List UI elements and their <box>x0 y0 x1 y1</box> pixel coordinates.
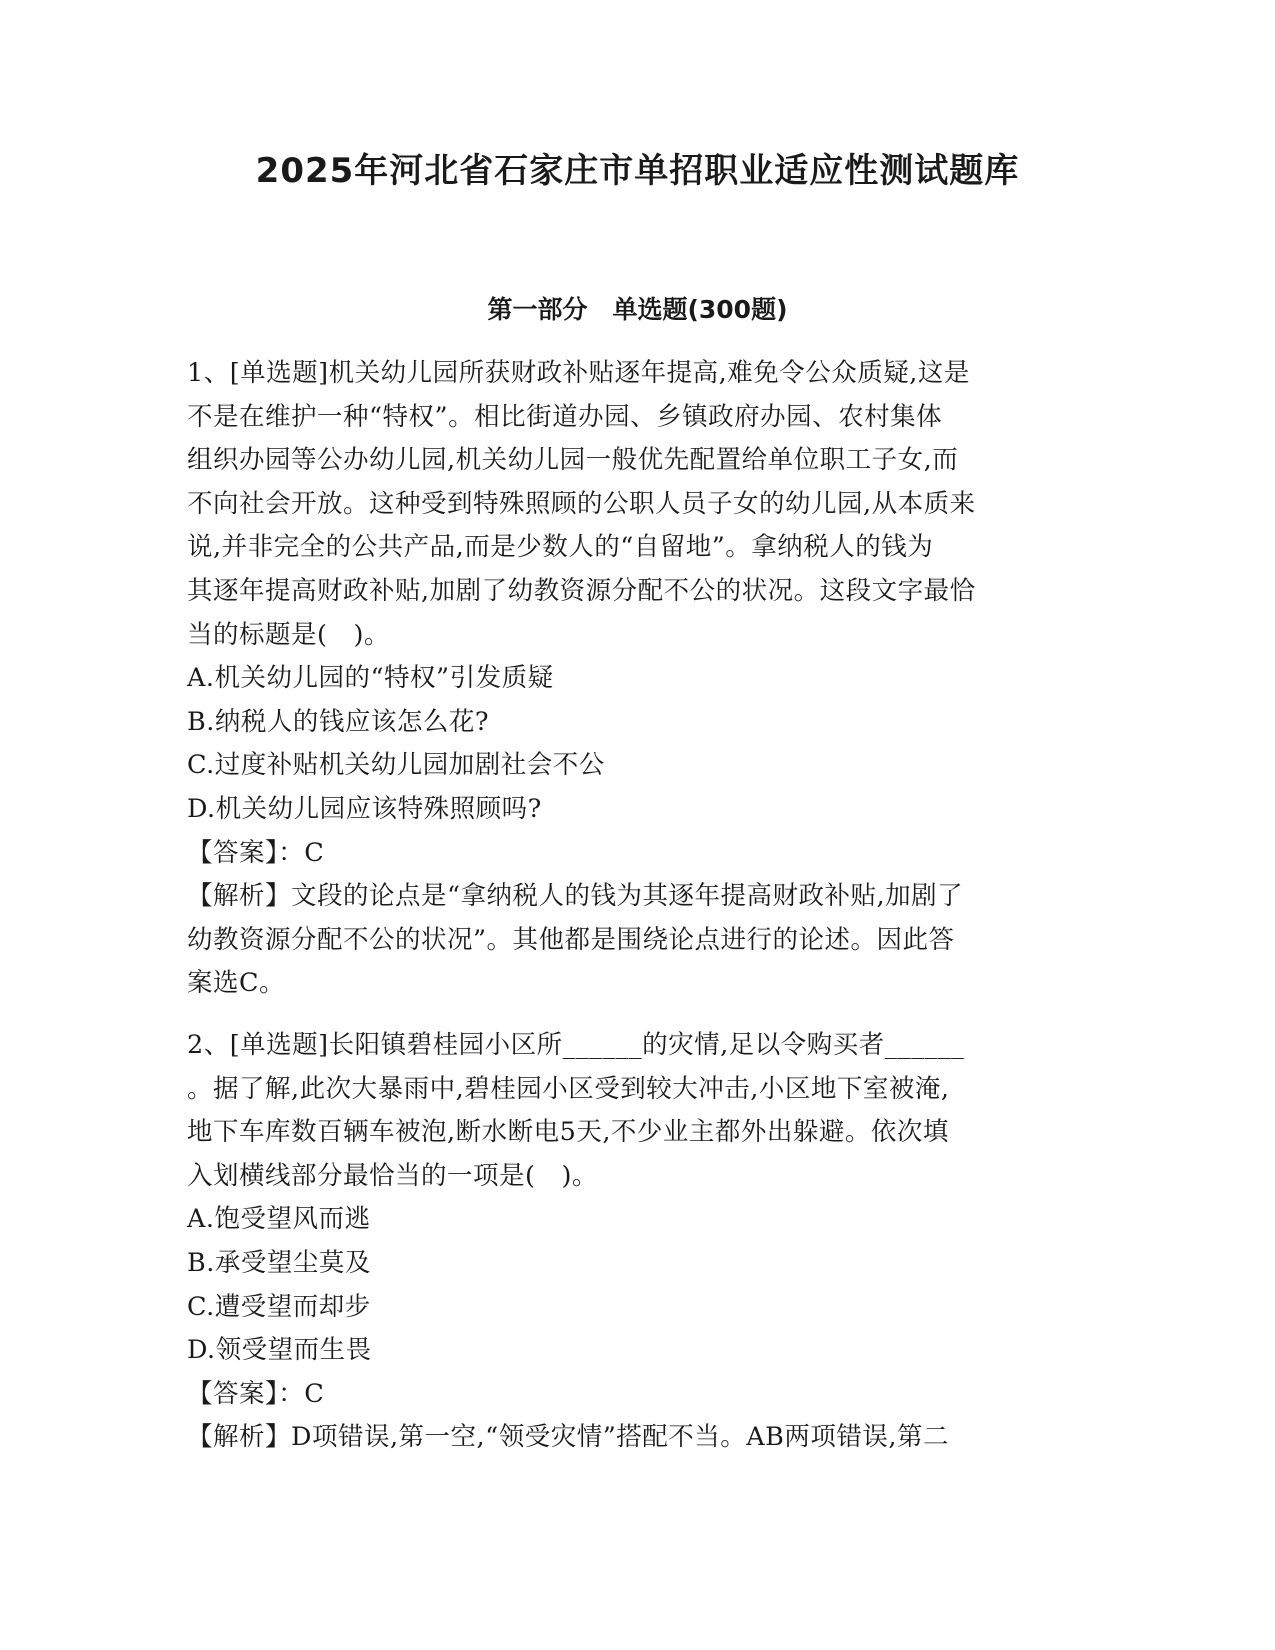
stem-line: 1、[单选题]机关幼儿园所获财政补贴逐年提高,难免令公众质疑,这是 <box>187 358 970 388</box>
option-b: B.纳税人的钱应该怎么花? <box>187 706 490 737</box>
question-2-answer: 【答案】：C <box>187 1378 325 1409</box>
question-1-answer: 【答案】：C <box>187 837 325 868</box>
section-title: 第一部分 单选题(300题) <box>487 295 788 324</box>
question-1 <box>187 352 1092 1006</box>
analysis-line: 案选C。 <box>187 968 286 999</box>
option-c: C.过度补贴机关幼儿园加剧社会不公 <box>187 750 605 781</box>
stem-line: 当的标题是( )。 <box>187 619 390 650</box>
stem-line: 地下车库数百辆车被泡,断水断电5天,不少业主都外出躲避。依次填 <box>187 1117 949 1148</box>
stem-line: 不是在维护一种“特权”。相比街道办园、乡镇政府办园、农村集体 <box>187 401 943 432</box>
stem-line: 入划横线部分最恰当的一项是( )。 <box>187 1160 598 1191</box>
question-2-analysis <box>187 1416 1092 1460</box>
analysis-line: 幼教资源分配不公的状况”。其他都是围绕论点进行的论述。因此答 <box>187 924 955 955</box>
option-c: C.遭受望而却步 <box>187 1291 371 1322</box>
question-1-analysis <box>187 875 1092 1006</box>
analysis-line: 【解析】D项错误,第一空,“领受灾情”搭配不当。AB两项错误,第二 <box>187 1422 949 1453</box>
stem-line: 说,并非完全的公共产品,而是少数人的“自留地”。拿纳税人的钱为 <box>187 532 934 563</box>
option-d: D.领受望而生畏 <box>187 1335 372 1366</box>
question-2-options <box>187 1198 1092 1372</box>
stem-line: 不向社会开放。这种受到特殊照顾的公职人员子女的幼儿园,从本质来 <box>187 488 976 519</box>
option-a: A.机关幼儿园的“特权”引发质疑 <box>187 663 554 694</box>
question-1-options <box>187 657 1092 831</box>
question-1-stem <box>187 352 1092 657</box>
document-title: 2025年河北省石家庄市单招职业适应性测试题库 <box>255 151 1020 191</box>
stem-line: 2、[单选题]长阳镇碧桂园小区所______的灾情,足以令购买者______ <box>187 1030 965 1060</box>
question-2 <box>187 1024 1092 1460</box>
option-d: D.机关幼儿园应该特殊照顾吗? <box>187 793 542 824</box>
analysis-line: 【解析】文段的论点是“拿纳税人的钱为其逐年提高财政补贴,加剧了 <box>187 881 964 912</box>
option-b: B.承受望尘莫及 <box>187 1247 371 1278</box>
stem-line: 组织办园等公办幼儿园,机关幼儿园一般优先配置给单位职工子女,而 <box>187 445 959 476</box>
stem-line: 其逐年提高财政补贴,加剧了幼教资源分配不公的状况。这段文字最恰 <box>187 575 976 606</box>
stem-line: 。据了解,此次大暴雨中,碧桂园小区受到较大冲击,小区地下室被淹, <box>187 1073 950 1104</box>
option-a: A.饱受望风而逃 <box>187 1204 371 1235</box>
question-2-stem <box>187 1024 1092 1198</box>
